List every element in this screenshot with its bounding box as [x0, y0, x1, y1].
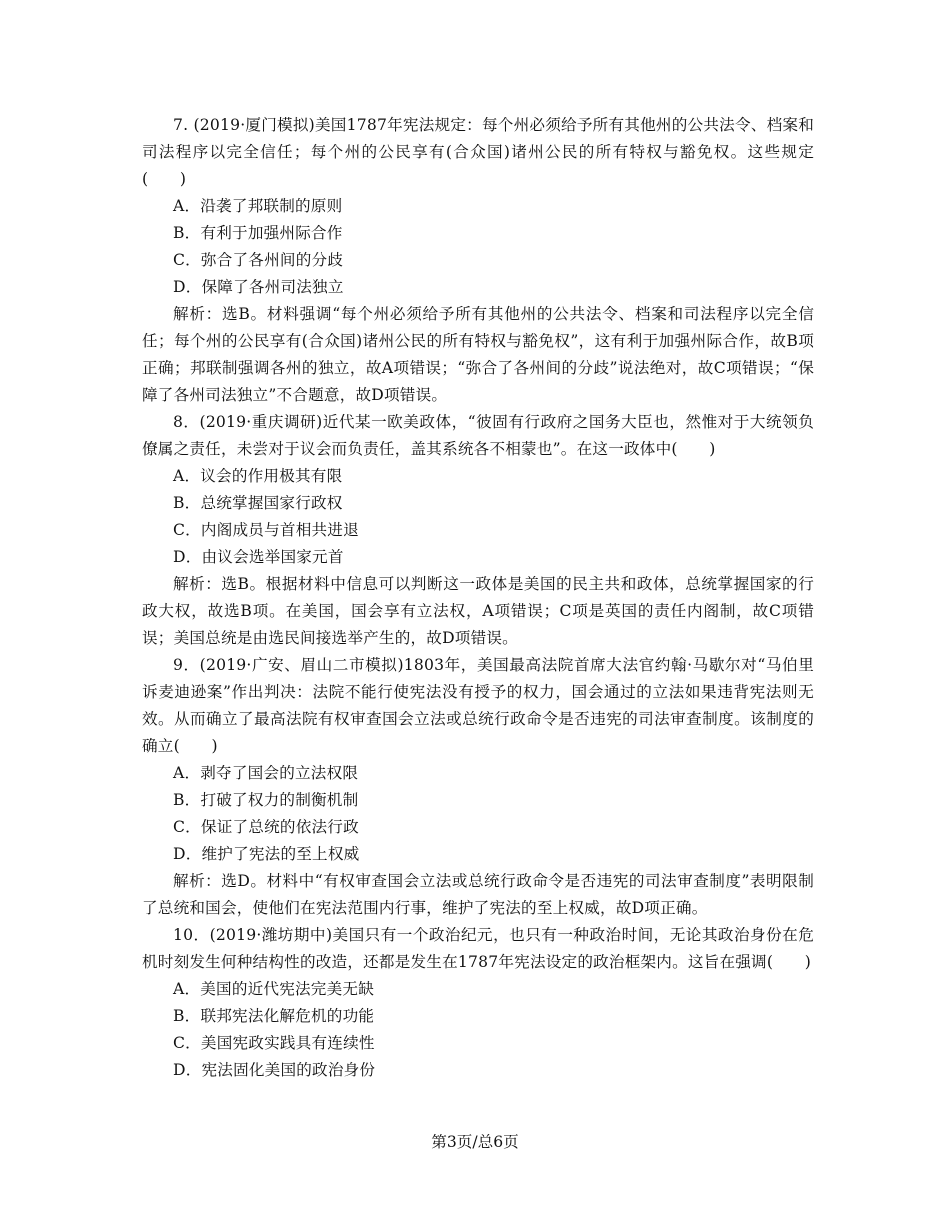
analysis: 解析：选B。材料强调“每个州必须给予所有其他州的公共法令、档案和司法程序以完全信任；每个州的公民享有(合众国)诸州公民的所有特权与豁免权”，这有利于加强州际合作，故B项正确；邦联制强调各州的独立，故A项错误；“弥合了各州间的分歧”说法绝对，故C项错误；“保障了各州司法独立”不合题意，故D项错误。	[142, 305, 814, 404]
page-footer: 第3页/总6页	[431, 1133, 519, 1151]
question-stem: 8．(2019·重庆调研)近代某一欧美政体，“彼固有行政府之国务大臣也，然惟对于大统领负僚属之责任，未尝对于议会而负责任，盖其系统各不相蒙也”。在这一政体中( )	[142, 413, 814, 458]
question-9	[142, 652, 814, 922]
option-d: D．由议会选举国家元首	[173, 548, 344, 566]
option-b: B．总统掌握国家行政权	[173, 494, 343, 512]
option-a: A．剥夺了国会的立法权限	[173, 764, 359, 782]
document-body	[142, 112, 814, 1084]
option-d: D．保障了各州司法独立	[173, 278, 344, 296]
option-b: B．有利于加强州际合作	[173, 224, 343, 242]
option-a: A．议会的作用极其有限	[173, 467, 343, 485]
option-c: C．弥合了各州间的分歧	[173, 251, 344, 269]
option-c: C．美国宪政实践具有连续性	[173, 1034, 375, 1052]
option-c: C．保证了总统的依法行政	[173, 818, 359, 836]
question-10	[142, 922, 814, 1084]
analysis: 解析：选B。根据材料中信息可以判断这一政体是美国的民主共和政体，总统掌握国家的行政大权，故选B项。在美国，国会享有立法权，A项错误；C项是英国的责任内阁制，故C项错误；美国总统是由选民间接选举产生的，故D项错误。	[142, 575, 814, 647]
question-stem: 10．(2019·潍坊期中)美国只有一个政治纪元，也只有一种政治时间，无论其政治身份在危机时刻发生何种结构性的改造，还都是发生在1787年宪法设定的政治框架内。这旨在强调( )	[142, 926, 814, 971]
analysis: 解析：选D。材料中“有权审查国会立法或总统行政命令是否违宪的司法审查制度”表明限制了总统和国会，使他们在宪法范围内行事，维护了宪法的至上权威，故D项正确。	[142, 872, 814, 917]
option-a: A．美国的近代宪法完美无缺	[173, 980, 374, 998]
option-d: D．宪法固化美国的政治身份	[173, 1061, 376, 1079]
option-b: B．联邦宪法化解危机的功能	[173, 1007, 375, 1025]
question-stem: 9．(2019·广安、眉山二市模拟)1803年，美国最高法院首席大法官约翰·马歇尔对“马伯里诉麦迪逊案”作出判决：法院不能行使宪法没有授予的权力，国会通过的立法如果违背宪法则无效。从而确立了最高法院有权审查国会立法或总统行政命令是否违宪的司法审查制度。该制度的确立( )	[142, 656, 814, 755]
question-stem: 7. (2019·厦门模拟)美国1787年宪法规定：每个州必须给予所有其他州的公共法令、档案和司法程序以完全信任；每个州的公民享有(合众国)诸州公民的所有特权与豁免权。这些规定( )	[142, 116, 814, 188]
question-7	[142, 112, 814, 409]
question-8	[142, 409, 814, 652]
option-a: A．沿袭了邦联制的原则	[173, 197, 343, 215]
option-b: B．打破了权力的制衡机制	[173, 791, 359, 809]
option-d: D．维护了宪法的至上权威	[173, 845, 360, 863]
option-c: C．内阁成员与首相共进退	[173, 521, 359, 539]
